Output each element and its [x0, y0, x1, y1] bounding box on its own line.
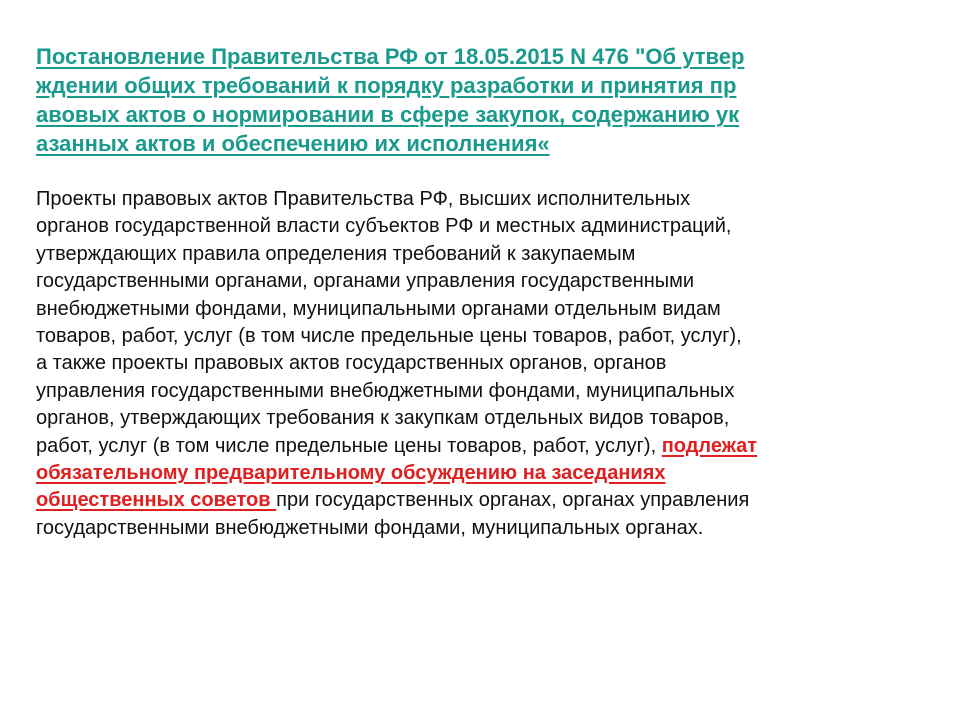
body-line: управления государственными внебюджетными фондами, муниципальных [36, 379, 735, 402]
highlight-link[interactable]: общественных советов [36, 489, 277, 512]
body-text: при государственных органах, органах управления [276, 489, 750, 512]
title-link-text[interactable]: авовых актов о нормировании в сфере закупок, содержанию ук [36, 102, 740, 127]
document-title[interactable] [36, 42, 926, 158]
title-line[interactable] [36, 100, 926, 129]
highlight-link[interactable]: подлежат [661, 434, 758, 457]
body-line: органов государственной власти субъектов РФ и местных администраций, [36, 215, 732, 238]
body-line: товаров, работ, услуг (в том числе предельные цены товаров, работ, услуг), [36, 325, 742, 348]
highlight-link[interactable]: обязательному предварительному обсуждению на заседаниях [36, 462, 666, 485]
body-line [36, 433, 926, 460]
body-line: государственными органами, органами управления государственными [36, 270, 695, 293]
body-line: органов, утверждающих требования к закупкам отдельных видов товаров, [36, 407, 730, 430]
body-line: Проекты правовых актов Правительства РФ, высших исполнительных [36, 188, 691, 210]
body-line: а также проекты правовых актов государственных органов, органов [36, 352, 667, 375]
title-link-text[interactable]: азанных актов и обеспечению их исполнения« [36, 131, 550, 156]
body-line: утверждающих правила определения требований к закупаемым [36, 242, 636, 265]
title-link-text[interactable]: ждении общих требований к порядку разработки и принятия пр [36, 73, 737, 98]
title-line[interactable] [36, 129, 926, 158]
body-line [36, 487, 926, 514]
body-line: государственными внебюджетными фондами, муниципальных органах. [36, 516, 704, 539]
title-line[interactable] [36, 71, 926, 100]
title-line[interactable] [36, 42, 926, 71]
body-line [36, 460, 926, 487]
body-text: работ, услуг (в том числе предельные цены товаров, работ, услуг), [36, 434, 662, 457]
title-link-text[interactable]: Постановление Правительства РФ от 18.05.2015 N 476 "Об утвер [36, 44, 745, 69]
body-line: внебюджетными фондами, муниципальными органами отдельным видам [36, 297, 721, 320]
body-paragraph [36, 186, 926, 542]
